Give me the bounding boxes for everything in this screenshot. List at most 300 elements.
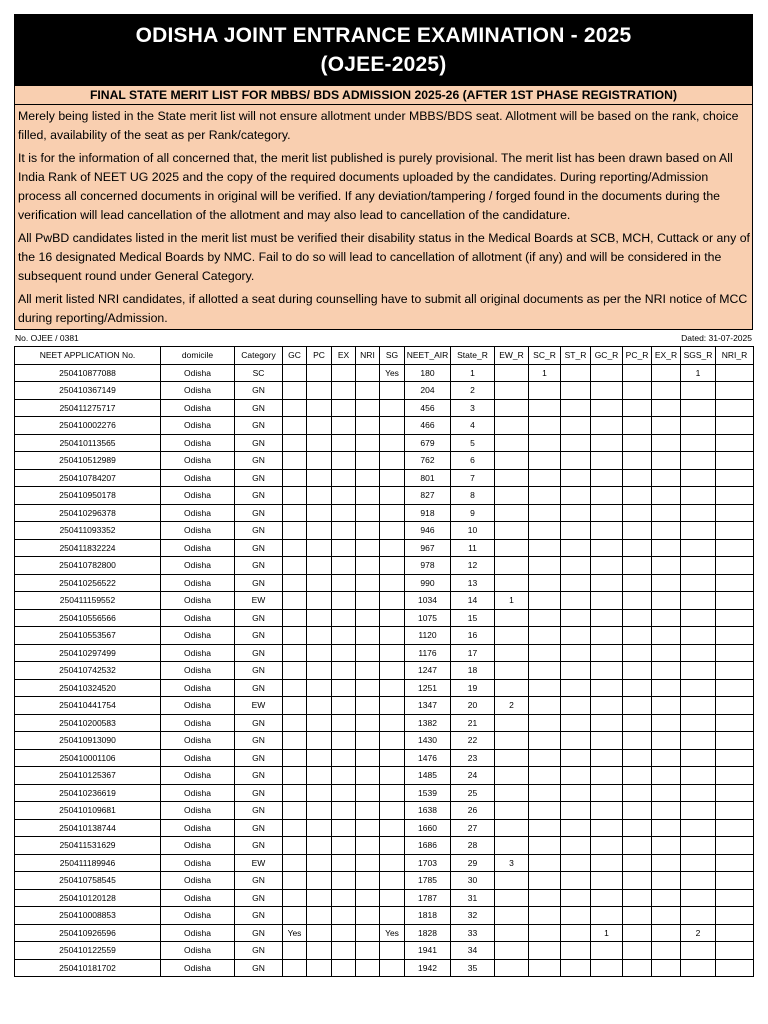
table-cell [529,627,561,645]
table-cell [356,732,380,750]
table-cell: Yes [283,924,307,942]
table-cell [332,469,356,487]
table-cell [681,749,716,767]
table-cell: 2 [451,382,495,400]
table-cell [529,784,561,802]
table-cell: 4 [451,417,495,435]
table-cell [332,697,356,715]
table-cell [652,802,681,820]
table-cell [283,592,307,610]
table-cell: GN [235,434,283,452]
table-cell: 250410236619 [15,784,161,802]
table-cell: 1686 [405,837,451,855]
table-cell [623,924,652,942]
table-cell [716,522,754,540]
table-cell [716,679,754,697]
table-cell [307,907,332,925]
table-cell [283,504,307,522]
table-cell [380,574,405,592]
table-cell: 21 [451,714,495,732]
table-cell [283,889,307,907]
table-cell [529,767,561,785]
table-cell: 2 [495,697,529,715]
table-cell [529,942,561,960]
table-cell: 250410926596 [15,924,161,942]
table-cell [495,959,529,977]
column-header: ST_R [561,347,591,365]
table-cell [591,784,623,802]
table-cell [283,364,307,382]
table-cell [591,539,623,557]
table-cell: GN [235,749,283,767]
table-cell: GN [235,399,283,417]
table-cell [283,522,307,540]
table-cell [652,609,681,627]
table-cell [332,382,356,400]
table-cell [652,662,681,680]
table-cell [332,907,356,925]
table-cell [356,784,380,802]
table-cell [307,749,332,767]
table-cell [681,872,716,890]
table-cell [561,942,591,960]
table-cell: 1251 [405,679,451,697]
table-cell [561,417,591,435]
table-cell [681,802,716,820]
table-cell [495,819,529,837]
table-cell: Odisha [161,609,235,627]
table-cell: 250410297499 [15,644,161,662]
table-cell [652,592,681,610]
table-cell [307,679,332,697]
table-row [15,574,754,592]
table-cell [332,854,356,872]
table-cell [716,644,754,662]
table-cell [716,539,754,557]
table-cell: Odisha [161,539,235,557]
table-cell [716,924,754,942]
table-cell [332,784,356,802]
table-cell: 250410113565 [15,434,161,452]
table-cell [561,959,591,977]
table-cell: Yes [380,924,405,942]
table-cell [307,627,332,645]
table-cell: Odisha [161,469,235,487]
table-cell [681,959,716,977]
column-header: EX_R [652,347,681,365]
table-cell [623,872,652,890]
table-cell [681,557,716,575]
table-cell: 34 [451,942,495,960]
table-cell: 16 [451,627,495,645]
table-cell [332,592,356,610]
table-cell: 250410367149 [15,382,161,400]
table-cell [716,574,754,592]
table-cell [283,417,307,435]
table-body [15,364,754,977]
table-cell: 1703 [405,854,451,872]
table-cell: 1 [451,364,495,382]
table-cell [495,522,529,540]
table-cell [591,714,623,732]
table-cell [652,539,681,557]
table-cell [561,889,591,907]
table-cell: GN [235,784,283,802]
table-cell: 250410296378 [15,504,161,522]
table-cell [681,417,716,435]
table-cell [716,697,754,715]
table-cell: 31 [451,889,495,907]
table-cell: Odisha [161,732,235,750]
table-cell [356,819,380,837]
table-cell [283,767,307,785]
table-cell: 250410950178 [15,487,161,505]
table-cell [332,522,356,540]
column-header: Category [235,347,283,365]
table-cell [623,889,652,907]
table-cell [332,732,356,750]
table-cell [561,854,591,872]
notice-paragraph: It is for the information of all concerned that, the merit list published is purely provisional. The merit list has been drawn based on All India Rank of NEET UG 2025 and the copy of the required documents uploaded by the candidates. During reporting/Admission process all concerned documents in original will be verified. If any deviation/tampering / forged found in the documents during the verification will lead cancellation of the allotment and may also lead to cancellation of the candidature. [18,151,733,222]
table-cell [681,942,716,960]
table-cell [561,924,591,942]
table-cell: GN [235,732,283,750]
table-cell [623,697,652,715]
table-cell [529,679,561,697]
table-cell: 762 [405,452,451,470]
table-cell [561,697,591,715]
table-cell [495,679,529,697]
table-row [15,627,754,645]
table-cell: 1660 [405,819,451,837]
table-cell [356,837,380,855]
table-cell: 946 [405,522,451,540]
table-cell [283,854,307,872]
table-cell: Odisha [161,959,235,977]
table-cell [529,522,561,540]
table-cell: 250410556566 [15,609,161,627]
table-cell: Odisha [161,644,235,662]
table-cell [716,557,754,575]
table-cell [623,417,652,435]
table-cell: 10 [451,522,495,540]
table-cell [283,557,307,575]
table-cell [529,749,561,767]
table-cell [529,697,561,715]
table-cell [561,574,591,592]
table-cell [591,697,623,715]
table-cell: 918 [405,504,451,522]
table-cell [495,452,529,470]
table-cell: 1638 [405,802,451,820]
table-cell [380,399,405,417]
table-cell [591,767,623,785]
table-cell [681,452,716,470]
table-cell [623,907,652,925]
table-cell [681,767,716,785]
merit-list-subtitle: FINAL STATE MERIT LIST FOR MBBS/ BDS ADMISSION 2025-26 (AFTER 1ST PHASE REGISTRATION) [15,86,752,105]
table-cell [356,364,380,382]
table-cell [529,487,561,505]
table-cell [529,872,561,890]
table-cell [681,469,716,487]
table-cell [283,819,307,837]
table-cell: Yes [380,364,405,382]
table-cell [623,399,652,417]
table-cell [356,434,380,452]
exam-title: ODISHA JOINT ENTRANCE EXAMINATION - 2025 [135,24,632,47]
table-cell: 1430 [405,732,451,750]
table-cell [495,784,529,802]
table-cell: Odisha [161,802,235,820]
table-cell [380,802,405,820]
table-cell [652,959,681,977]
table-cell: Odisha [161,592,235,610]
table-cell [529,802,561,820]
table-cell [623,627,652,645]
table-cell [332,819,356,837]
table-cell: 250411832224 [15,539,161,557]
table-cell [591,872,623,890]
table-cell [561,872,591,890]
table-cell [307,382,332,400]
table-cell [652,679,681,697]
table-cell: GN [235,557,283,575]
table-cell: 250410122559 [15,942,161,960]
table-cell: 9 [451,504,495,522]
table-cell: 2 [681,924,716,942]
table-cell [681,679,716,697]
table-cell: 250410913090 [15,732,161,750]
table-cell: 250410256522 [15,574,161,592]
table-cell: 827 [405,487,451,505]
table-cell: 250411275717 [15,399,161,417]
table-cell [380,907,405,925]
table-cell: GN [235,574,283,592]
table-cell [561,802,591,820]
table-cell [681,609,716,627]
table-row [15,732,754,750]
table-cell: 1347 [405,697,451,715]
table-cell [283,802,307,820]
table-cell [623,574,652,592]
table-cell [716,627,754,645]
table-cell [561,452,591,470]
table-cell: Odisha [161,417,235,435]
table-cell [652,854,681,872]
table-cell [283,679,307,697]
table-cell: 250410138744 [15,819,161,837]
table-cell [356,574,380,592]
table-cell [380,749,405,767]
table-cell [652,627,681,645]
table-cell [495,627,529,645]
table-cell [652,452,681,470]
table-cell: 1828 [405,924,451,942]
table-cell: 1382 [405,714,451,732]
table-cell [652,889,681,907]
table-row [15,942,754,960]
table-cell [307,469,332,487]
table-header-row [15,347,754,365]
table-cell [529,539,561,557]
table-cell [380,557,405,575]
table-cell [380,714,405,732]
table-cell: 204 [405,382,451,400]
table-cell [652,522,681,540]
table-cell [561,382,591,400]
table-cell [380,837,405,855]
table-cell [591,959,623,977]
table-cell: 456 [405,399,451,417]
table-cell [380,644,405,662]
table-cell [283,872,307,890]
table-cell [332,959,356,977]
table-cell: 1075 [405,609,451,627]
merit-table [14,346,754,977]
table-cell: 250410181702 [15,959,161,977]
table-cell [681,714,716,732]
table-cell [623,364,652,382]
table-cell [307,644,332,662]
table-cell: GN [235,382,283,400]
table-row [15,382,754,400]
table-cell: 801 [405,469,451,487]
table-cell: Odisha [161,522,235,540]
table-cell: Odisha [161,942,235,960]
table-cell [623,819,652,837]
table-cell [529,434,561,452]
table-cell [356,767,380,785]
table-cell [681,732,716,750]
table-cell [591,679,623,697]
table-cell [529,399,561,417]
table-cell: GN [235,452,283,470]
table-cell [716,749,754,767]
table-row [15,557,754,575]
table-cell [529,469,561,487]
table-cell: 1818 [405,907,451,925]
table-cell [283,627,307,645]
table-cell [652,714,681,732]
table-cell [529,819,561,837]
table-cell [652,469,681,487]
table-cell [380,592,405,610]
table-cell [356,924,380,942]
table-cell [356,749,380,767]
table-cell [356,539,380,557]
table-cell [332,767,356,785]
table-cell [529,907,561,925]
table-cell [623,434,652,452]
table-cell [283,907,307,925]
table-cell: 1 [591,924,623,942]
merit-list-document [14,14,753,977]
table-cell [681,784,716,802]
table-cell [716,609,754,627]
table-cell [652,784,681,802]
table-cell: 3 [451,399,495,417]
table-cell [561,767,591,785]
table-cell [561,749,591,767]
table-cell: 250410109681 [15,802,161,820]
table-cell [716,662,754,680]
table-cell [332,539,356,557]
table-cell: 250410324520 [15,679,161,697]
table-cell [716,382,754,400]
table-cell: 8 [451,487,495,505]
table-cell [716,487,754,505]
table-row [15,452,754,470]
table-cell: GN [235,469,283,487]
table-cell [652,819,681,837]
table-cell [681,434,716,452]
table-cell: Odisha [161,924,235,942]
table-cell [591,364,623,382]
table-cell [332,417,356,435]
table-cell [652,767,681,785]
table-cell [529,609,561,627]
table-cell: Odisha [161,487,235,505]
table-cell [716,364,754,382]
table-cell [652,574,681,592]
table-cell [591,399,623,417]
table-cell: 29 [451,854,495,872]
table-row [15,539,754,557]
table-cell: 1476 [405,749,451,767]
table-cell [561,399,591,417]
table-cell [591,469,623,487]
table-cell [307,522,332,540]
table-cell: 1785 [405,872,451,890]
table-cell: 250410512989 [15,452,161,470]
table-cell [652,907,681,925]
table-cell [356,557,380,575]
table-cell [495,539,529,557]
table-cell [307,417,332,435]
table-cell [681,819,716,837]
table-cell [681,382,716,400]
table-cell [356,802,380,820]
table-cell [591,504,623,522]
table-cell: Odisha [161,767,235,785]
table-cell [623,767,652,785]
table-cell: Odisha [161,837,235,855]
table-row [15,504,754,522]
table-cell: 1787 [405,889,451,907]
table-cell [356,959,380,977]
table-cell [307,662,332,680]
table-cell [283,382,307,400]
table-cell [283,714,307,732]
table-cell [380,767,405,785]
column-header: GC_R [591,347,623,365]
table-cell: Odisha [161,907,235,925]
table-cell [307,819,332,837]
table-cell [307,889,332,907]
table-cell [561,907,591,925]
table-cell [332,504,356,522]
table-cell: GN [235,889,283,907]
table-cell [307,959,332,977]
table-cell [591,382,623,400]
column-header: State_R [451,347,495,365]
table-cell [591,819,623,837]
table-cell: GN [235,644,283,662]
table-cell: Odisha [161,399,235,417]
table-cell [356,714,380,732]
table-cell [623,452,652,470]
